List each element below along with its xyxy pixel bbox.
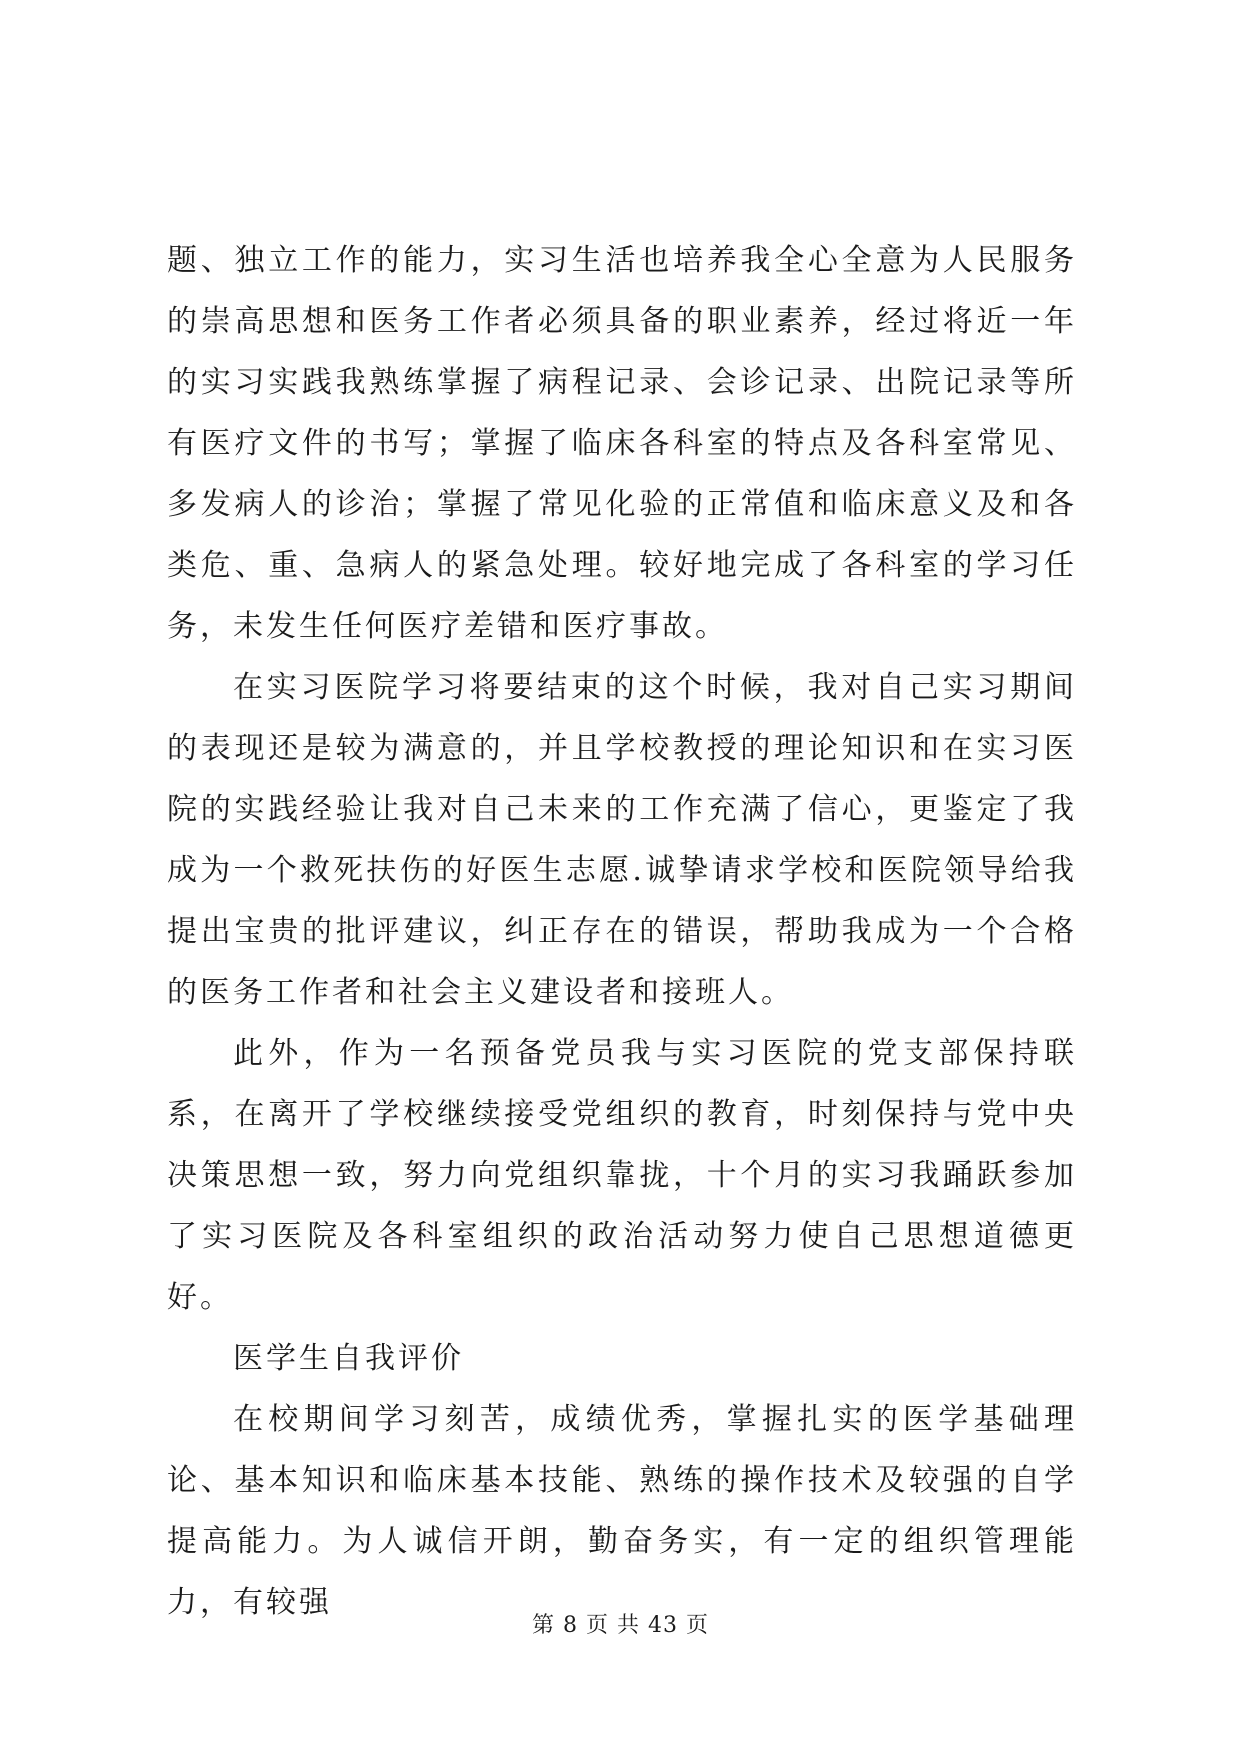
page-number-footer: 第 8 页 共 43 页 <box>532 1613 709 1638</box>
document-body <box>167 230 1077 1633</box>
paragraph-internship-reflection: 在实习医院学习将要结束的这个时候，我对自己实习期间的表现还是较为满意的，并且学校教授的理论知识和在实习医院的实践经验让我对自己未来的工作充满了信心，更鉴定了我成为一个救死扶伤的好医生志愿.诚挚请求学校和医院领导给我提出宝贵的批评建议，纠正存在的错误，帮助我成为一个合格的医务工作者和社会主义建设者和接班人。 <box>167 670 1077 1010</box>
paragraph-party-member: 此外，作为一名预备党员我与实习医院的党支部保持联系，在离开了学校继续接受党组织的教育，时刻保持与党中央决策思想一致，努力向党组织靠拢，十个月的实习我踊跃参加了实习医院及各科室组织的政治活动努力使自己思想道德更好。 <box>167 1036 1077 1315</box>
paragraph-continuation: 题、独立工作的能力，实习生活也培养我全心全意为人民服务的崇高思想和医务工作者必须具备的职业素养，经过将近一年的实习实践我熟练掌握了病程记录、会诊记录、出院记录等所有医疗文件的书写；掌握了临床各科室的特点及各科室常见、多发病人的诊治；掌握了常见化验的正常值和临床意义及和各类危、重、急病人的紧急处理。较好地完成了各科室的学习任务，未发生任何医疗差错和医疗事故。 <box>167 243 1077 644</box>
section-heading-self-evaluation: 医学生自我评价 <box>233 1341 464 1376</box>
paragraph-self-evaluation: 在校期间学习刻苦，成绩优秀，掌握扎实的医学基础理论、基本知识和临床基本技能、熟练的操作技术及较强的自学提高能力。为人诚信开朗，勤奋务实，有一定的组织管理能力，有较强 <box>167 1402 1077 1620</box>
